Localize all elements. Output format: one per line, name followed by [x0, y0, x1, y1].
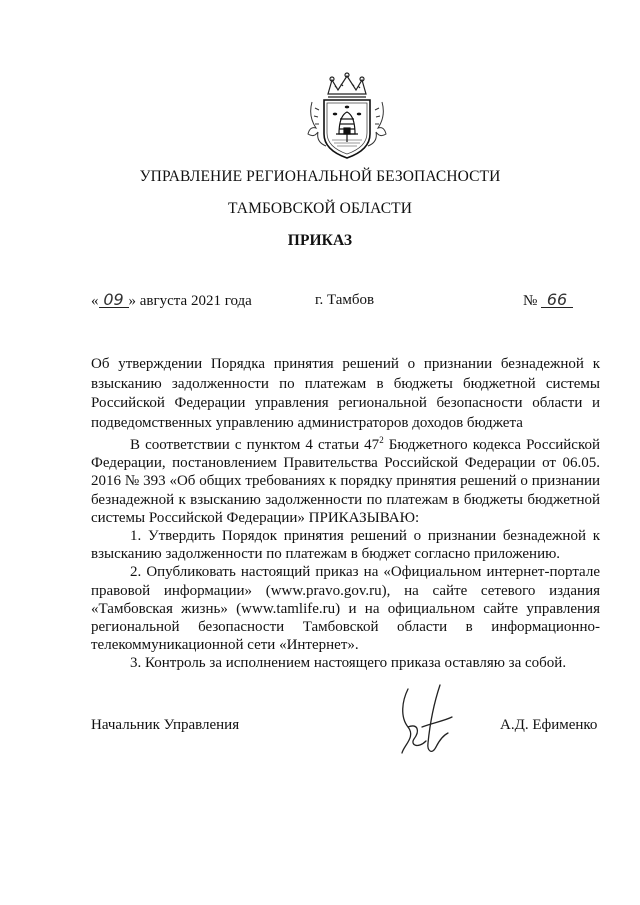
preamble-paragraph: [91, 436, 600, 527]
number-handwritten: 66: [541, 292, 573, 308]
preamble-superscript: 2: [379, 435, 384, 445]
document-city: г. Тамбов: [315, 292, 375, 308]
document-type-title: ПРИКАЗ: [287, 232, 353, 249]
document-date: [91, 292, 252, 310]
preamble-text-a: В соответствии с пунктом 4 статьи 47: [130, 437, 380, 453]
signatory-name: А.Д. Ефименко: [500, 717, 598, 733]
document-body: [91, 436, 600, 673]
signatory-position: Начальник Управления: [91, 717, 240, 733]
order-item-3: 3. Контроль за исполнением настоящего приказа оставляю за собой.: [130, 655, 567, 672]
date-day-handwritten: 09: [99, 292, 129, 308]
handwritten-signature-icon: [392, 683, 464, 759]
order-item-1: 1. Утвердить Порядок принятия решений о признании безнадежной к взысканию задолженности по платежам в бюджет согласно приложению.: [91, 528, 600, 563]
tambov-coat-of-arms-icon: [306, 72, 388, 162]
document-subject: Об утверждении Порядка принятия решений о признании безнадежной к взысканию задолженности по платежам в бюджеты бюджетной системы Российской Федерации управления региональной безопасности области и подведомственных управлению администраторов доходов бюджета: [91, 356, 600, 431]
document-number: [523, 292, 573, 310]
organization-name-line1: УПРАВЛЕНИЕ РЕГИОНАЛЬНОЙ БЕЗОПАСНОСТИ: [139, 168, 501, 185]
preamble-text-b: Бюджетного кодекса Российской Федерации, постановлением Правительства Российской Федерации от 06.05. 2016 № 393 «Об общих требованиях к порядку принятия решений о признании безнадежной к взысканию задолженности по платежам в бюджеты бюджетной системы Российской Федерации» ПРИКАЗЫВАЮ:: [91, 437, 601, 526]
number-prefix: №: [523, 293, 538, 309]
date-month-year: » августа 2021 года: [128, 293, 252, 309]
order-item-2: 2. Опубликовать настоящий приказ на «Официальном интернет-портале правовой информации» (www.pravo.gov.ru), на сайте сетевого издания «Тамбовская жизнь» (www.tamlife.ru) и на официальном сайте управления региональной безопасности Тамбовской области в информационно-телекоммуникационной сети «Интернет».: [91, 564, 600, 654]
organization-name-line2: ТАМБОВСКОЙ ОБЛАСТИ: [228, 200, 412, 217]
date-quote-open: «: [91, 293, 99, 309]
